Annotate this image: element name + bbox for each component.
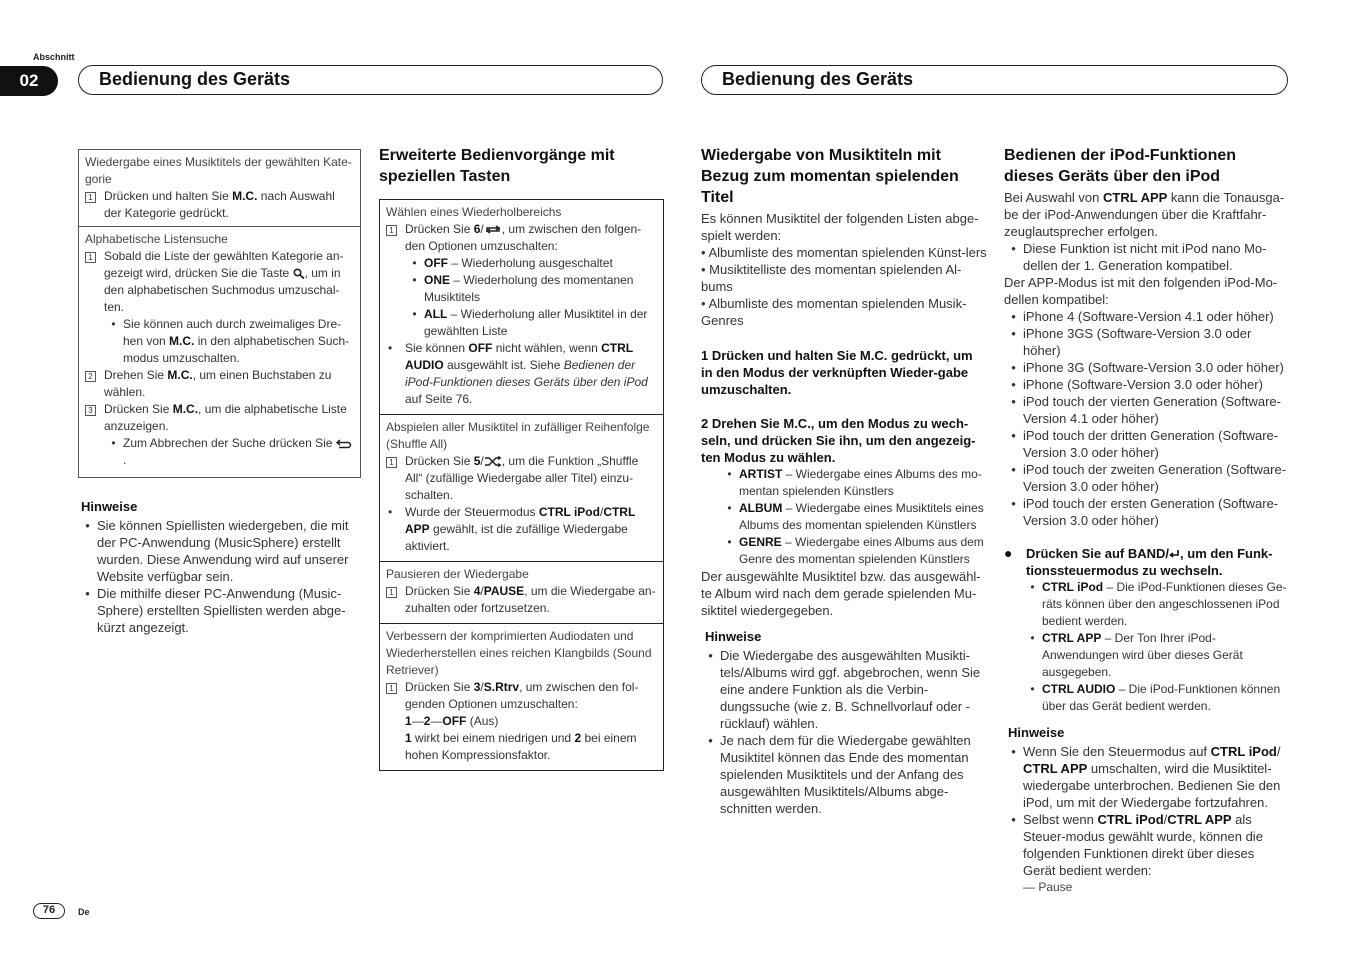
box-title: Pausieren der Wiedergabe [386,567,529,581]
step-band: ● Drücken Sie auf BAND/ , um den Funk-tionssteuermodus zu wechseln. [1004,545,1273,578]
list-item: • Albumliste des momentan spielenden Musik-Genres [701,296,967,328]
model-item: iPod touch der dritten Generation (Software-Version 3.0 oder höher) [1023,428,1279,460]
compat-intro: Der APP-Modus ist mit den folgenden iPod-Mo-dellen kompatibel: [1004,275,1278,307]
option-sequence: 1—2—OFF (Aus) [405,714,499,728]
list-item: • Musiktitelliste des momentan spielenden Al-bums [701,262,962,294]
step-text: Drehen Sie M.C., um einen Buchstaben zu wählen. [104,368,332,399]
column-4: Bedienen der iPod-Funktionen dieses Geräts über den iPod Bei Auswahl von CTRL APP kann die Tonausga-be der iPod-Anwendungen über die Kraftfahr-zeuglautsprecher erfolgen. • Diese Funktion ist nicht mit iPod nano Mo-dellen der 1. Generation kompatibel. Der APP-Modus ist mit den folgenden iPod-Mo-dellen kompatibel: • iPhone 4 (Software-Version 4.1 oder höher) • iPhone 3GS (Software-Version 3.0 oder höher) • iPhone 3G (Software-Version 3.0 oder höher) • iPhone (Software-Version 3.0 oder höher) • iPod touch der vierten Generation (Software-Version 4.1 oder höher) • iPod touch der dritten Generation (Software-Version 3.0 oder höher) • iPod touch der zweiten Generation (Software-Version 3.0 oder höher) • iPod touch der ersten Generation (Software-Version 3.0 oder höher) ● Drücken Sie auf BAND/ , um den Funk-tionssteuermodus zu wechseln. • CTRL iPod – Die iPod-Funktionen dieses Ge-räts können über den angeschlossenen iPod bedient werden. • CTRL APP – Der Ton Ihrer iPod-Anwendungen wird über dieses Gerät ausgegeben. • CTRL AUDIO – Die iPod-Funktionen können über das Gerät bedient werden. Hinweise • Wenn Sie den Steuermodus auf CTRL iPod/ CTRL APP umschalten, wird die Musiktitel-wiedergabe unterbrochen. Bedienen Sie den iPod, um mit der Wiedergabe fortzufahren. • Selbst wenn CTRL iPod/CTRL APP als Steuer-modus gewählt wurde, können die folgenden Funktionen direkt über dieses Gerät bedient werden: — Pause [1004,145,1290,896]
box-title: Abspielen aller Musiktitel in zufälliger Reihenfolge (Shuffle All) [386,420,650,451]
option-description: 1 wirkt bei einem niedrigen und 2 bei einem hohen Kompressionsfaktor. [405,731,637,762]
notes-heading: Hinweise [81,499,138,514]
column-1: Wiedergabe eines Musiktitels der gewählten Kate-gorie 1 Drücken und halten Sie M.C. nach Auswahl der Kategorie gedrückt. Alphabetische Listensuche 1 Sobald die Liste der gewählten Kategorie an-gezeigt wird, drücken Sie die Taste , um in den alphabetischen Suchmodus umzuschal-ten. • Sie können auch durch zweimaliges Dre-hen von M.C. in den alphabetischen Such-modus umzuschalten. 2 Drehen Sie M.C., um einen Buchstaben zu wählen. 3 Drücken Sie M.C., um die alphabetische Liste anzuzeigen. • Zum Abbrechen der Suche drücken Sie . Hinweise • Sie können Spiellisten wiedergeben, die mit der PC-Anwendung (MusicSphere) erstellt wurden. Diese Anwendung wird auf unserer Website verfügbar sein. • Die mithilfe dieser PC-Anwendung (Music-Sphere) erstellten Spiellisten werden abge-kürzt angezeigt. [78,149,361,636]
step-1: 1 Drücken und halten Sie M.C. gedrückt, um in den Modus der verknüpften Wieder-gabe umzuschalten. [701,348,973,397]
option-item: OFF – Wiederholung ausgeschaltet [424,256,613,270]
procedure-box: Wiedergabe eines Musiktitels der gewählten Kate-gorie 1 Drücken und halten Sie M.C. nach Auswahl der Kategorie gedrückt. Alphabetische Listensuche 1 Sobald die Liste der gewählten Kategorie an-gezeigt wird, drücken Sie die Taste , um in den alphabetischen Suchmodus umzuschal-ten. • Sie können auch durch zweimaliges Dre-hen von M.C. in den alphabetischen Such-modus umzuschalten. 2 Drehen Sie M.C., um einen Buchstaben zu wählen. 3 Drücken Sie M.C., um die alphabetische Liste anzuzeigen. • Zum Abbrechen der Suche drücken Sie . [78,149,361,478]
notes-heading: Hinweise [1008,725,1065,740]
notes-heading: Hinweise [705,629,762,644]
option-item: ALL – Wiederholung aller Musiktitel in der gewählten Liste [424,307,648,338]
page-title-right: Bedienung des Geräts [701,65,1288,95]
sub-bullet: Sie können auch durch zweimaliges Dre-hen von M.C. in den alphabetischen Such-modus umzuschalten. [123,317,350,365]
option-item: ALBUM – Wiedergabe eines Musiktitels eines Albums des momentan spielenden Künstlers [739,501,984,532]
section-heading: Erweiterte Bedienvorgänge mit speziellen Tasten [379,147,615,185]
model-item: iPod touch der vierten Generation (Software-Version 4.1 oder höher) [1023,394,1281,426]
step-number-1: 1 [85,192,96,203]
note-item: Selbst wenn CTRL iPod/CTRL APP als Steuer-modus gewählt wurde, können die folgenden Funktionen direkt über dieses Gerät bedient werden: [1023,812,1263,878]
step-text: Drücken Sie M.C., um die alphabetische Liste anzuzeigen. [104,402,347,433]
chapter-number: 02 [0,66,58,96]
model-item: iPhone (Software-Version 3.0 oder höher) [1023,377,1263,392]
procedure-box: Wählen eines Wiederholbereichs 1 Drücken Sie 6/ , um zwischen den folgen-den Optionen umzuschalten: • OFF – Wiederholung ausgeschaltet • ONE – Wiederholung des momentanen Musiktitels • ALL – Wiederholung aller Musiktitel in der gewählten Liste • Sie können OFF nicht wählen, wenn CTRL AUDIO ausgewählt ist. Siehe Bedienen der iPod-Funktionen dieses Geräts über den iPod auf Seite 76. Abspielen aller Musiktitel in zufälliger Reihenfolge (Shuffle All) 1 Drücken Sie 5/ , um die Funktion „Shuffle All“ (zufällige Wiedergabe aller Titel) einzu-schalten. • Wurde der Steuermodus CTRL iPod/CTRL APP gewählt, ist die zufällige Wiedergabe aktiviert. Pausieren der Wiedergabe 1 Drücken Sie 4/PAUSE, um die Wiedergabe an-zuhalten oder fortzusetzen. Verbessern der komprimierten Audiodaten und Wiederherstellen eines reichen Klangbilds (Sound Retriever) 1 Drücken Sie 3/S.Rtrv, um zwischen den fol-genden Optionen umzuschalten: 1—2—OFF (Aus) 1 wirkt bei einem niedrigen und 2 bei einem hohen Kompressionsfaktor. [379,199,664,771]
model-item: iPhone 3G (Software-Version 3.0 oder höher) [1023,360,1284,375]
step-text: Sobald die Liste der gewählten Kategorie an-gezeigt wird, drücken Sie die Taste , um in den alphabetischen Suchmodus umzuschal-ten. [104,249,344,314]
model-item: iPhone 3GS (Software-Version 3.0 oder höher) [1023,326,1252,358]
intro-text: Bei Auswahl von CTRL APP kann die Tonausga-be der iPod-Anwendungen über die Kraftfahr-zeuglautsprecher erfolgen. [1004,190,1285,239]
sub-bullet: Zum Abbrechen der Suche drücken Sie . [123,435,354,469]
box-title: Wählen eines Wiederholbereichs [386,205,562,219]
option-item: GENRE – Wiedergabe eines Albums aus dem Genre des momentan spielenden Künstlers [739,535,984,566]
model-item: iPhone 4 (Software-Version 4.1 oder höher) [1023,309,1274,324]
note-item: Diese Funktion ist nicht mit iPod nano Mo-dellen der 1. Generation kompatibel. [1023,241,1267,273]
result-text: Der ausgewählte Musiktitel bzw. das ausgewähl-te Album wird nach dem gerade spielenden Mu-siktitel wiedergegeben. [701,569,981,618]
option-item: CTRL APP – Der Ton Ihrer iPod-Anwendungen wird über dieses Gerät ausgegeben. [1042,631,1243,679]
search-icon [293,268,305,279]
step-text: Drücken Sie 6/ , um zwischen den folgen-den Optionen umzuschalten: [405,222,642,253]
step-text: Drücken Sie 5/ , um die Funktion „Shuffle All“ (zufällige Wiedergabe aller Titel) einzu-schalten. [405,454,639,502]
note-item: Je nach dem für die Wiedergabe gewählten Musiktitel können das Ende des momentan spielenden Musiktitels und der Anfang des ausgewählten Musiktitels/Albums abge-schnitten werden. [720,733,971,816]
note-item: Sie können Spiellisten wiedergeben, die mit der PC-Anwendung (MusicSphere) erstellt wurden. Diese Anwendung wird auf unserer Website verfügbar sein. [97,518,349,584]
model-item: iPod touch der zweiten Generation (Software-Version 3.0 oder höher) [1023,462,1287,494]
section-heading: Wiedergabe von Musiktiteln mit Bezug zum momentan spielenden Titel [701,147,959,206]
option-item: ONE – Wiederholung des momentanen Musiktitels [424,273,634,304]
step-text: Drücken Sie 3/S.Rtrv, um zwischen den fol-genden Optionen umzuschalten: [405,680,639,711]
box-title: Wiedergabe eines Musiktitels der gewählten Kate-gorie [85,155,352,186]
option-item: CTRL AUDIO – Die iPod-Funktionen können über das Gerät bedient werden. [1042,682,1281,713]
step-text: Drücken und halten Sie M.C. nach Auswahl der Kategorie gedrückt. [104,189,335,220]
repeat-icon [484,224,502,235]
step-2: 2 Drehen Sie M.C., um den Modus zu wech-seln, und drücken Sie ihn, um den angezeig-ten Modus zu wählen. [701,416,976,465]
column-3: Wiedergabe von Musiktiteln mit Bezug zum momentan spielenden Titel Es können Musiktitel der folgenden Listen abge-spielt werden: • Albumliste des momentan spielenden Künst-lers • Musiktitelliste des momentan spielenden Al-bums • Albumliste des momentan spielenden Musik-Genres 1 Drücken und halten Sie M.C. gedrückt, um in den Modus der verknüpften Wieder-gabe umzuschalten. 2 Drehen Sie M.C., um den Modus zu wech-seln, und drücken Sie ihn, um den angezeig-ten Modus zu wählen. • ARTIST – Wiedergabe eines Albums des mo-mentan spielenden Künstlers • ALBUM – Wiedergabe eines Musiktitels eines Albums des momentan spielenden Künstlers • GENRE – Wiedergabe eines Albums aus dem Genre des momentan spielenden Künstlers Der ausgewählte Musiktitel bzw. das ausgewähl-te Album wird nach dem gerade spielenden Mu-siktitel wiedergegeben. Hinweise • Die Wiedergabe des ausgewählten Musikti-tels/Albums wird ggf. abgebrochen, wenn Sie eine andere Funktion als die Verbin-dungssuche (wie z. B. Schnellvorlauf oder -rücklauf) wählen. • Je nach dem für die Wiedergabe gewählten Musiktitel können das Ende des momentan spielenden Musiktitels und der Anfang des ausgewählten Musiktitels/Albums abge-schnitten werden. [701,147,987,816]
shuffle-icon [484,456,502,467]
box-title: Verbessern der komprimierten Audiodaten und Wiederherstellen eines reichen Klangbilds (Sound Retriever) [386,629,652,677]
option-item: ARTIST – Wiedergabe eines Albums des mo-mentan spielenden Künstlers [739,467,982,498]
list-item: • Albumliste des momentan spielenden Künst-lers [701,245,987,260]
return-icon [1169,549,1180,560]
intro-text: Es können Musiktitel der folgenden Listen abge-spielt werden: [701,211,979,243]
note-item: Sie können OFF nicht wählen, wenn CTRL AUDIO ausgewählt ist. Siehe Bedienen der iPod-Funktionen dieses Geräts über den iPod auf Seite 76. [405,341,648,406]
option-item: CTRL iPod – Die iPod-Funktionen dieses Ge-räts können über den angeschlossenen iPod bedient werden. [1042,580,1287,628]
section-label: Abschnitt [33,52,75,62]
column-2 [379,145,664,771]
step-bullet: ● [1004,545,1013,561]
note-item: Wenn Sie den Steuermodus auf CTRL iPod/ CTRL APP umschalten, wird die Musiktitel-wiedergabe unterbrochen. Bedienen Sie den iPod, um mit der Wiedergabe fortzufahren. [1023,744,1281,810]
box-title: Alphabetische Listensuche [85,232,228,246]
note-item: Die Wiedergabe des ausgewählten Musikti-tels/Albums wird ggf. abgebrochen, wenn Sie eine andere Funktion als die Verbin-dungssuche (wie z. B. Schnellvorlauf oder -rücklauf) wählen. [720,648,981,731]
language-code: De [78,907,90,917]
model-item: iPod touch der ersten Generation (Software-Version 3.0 oder höher) [1023,496,1279,528]
back-icon [336,439,352,449]
step-text: Drücken Sie 4/PAUSE, um die Wiedergabe an-zuhalten oder fortzusetzen. [405,584,656,615]
note-item: Wurde der Steuermodus CTRL iPod/CTRL APP gewählt, ist die zufällige Wiedergabe aktiviert. [405,505,636,553]
section-heading: Bedienen der iPod-Funktionen dieses Geräts über den iPod [1004,147,1237,185]
note-sub-item: — Pause [1023,880,1073,894]
page-number: 76 [33,903,65,919]
page-title-left: Bedienung des Geräts [78,65,663,95]
note-item: Die mithilfe dieser PC-Anwendung (Music-Sphere) erstellten Spiellisten werden abge-kürzt angezeigt. [97,586,346,635]
